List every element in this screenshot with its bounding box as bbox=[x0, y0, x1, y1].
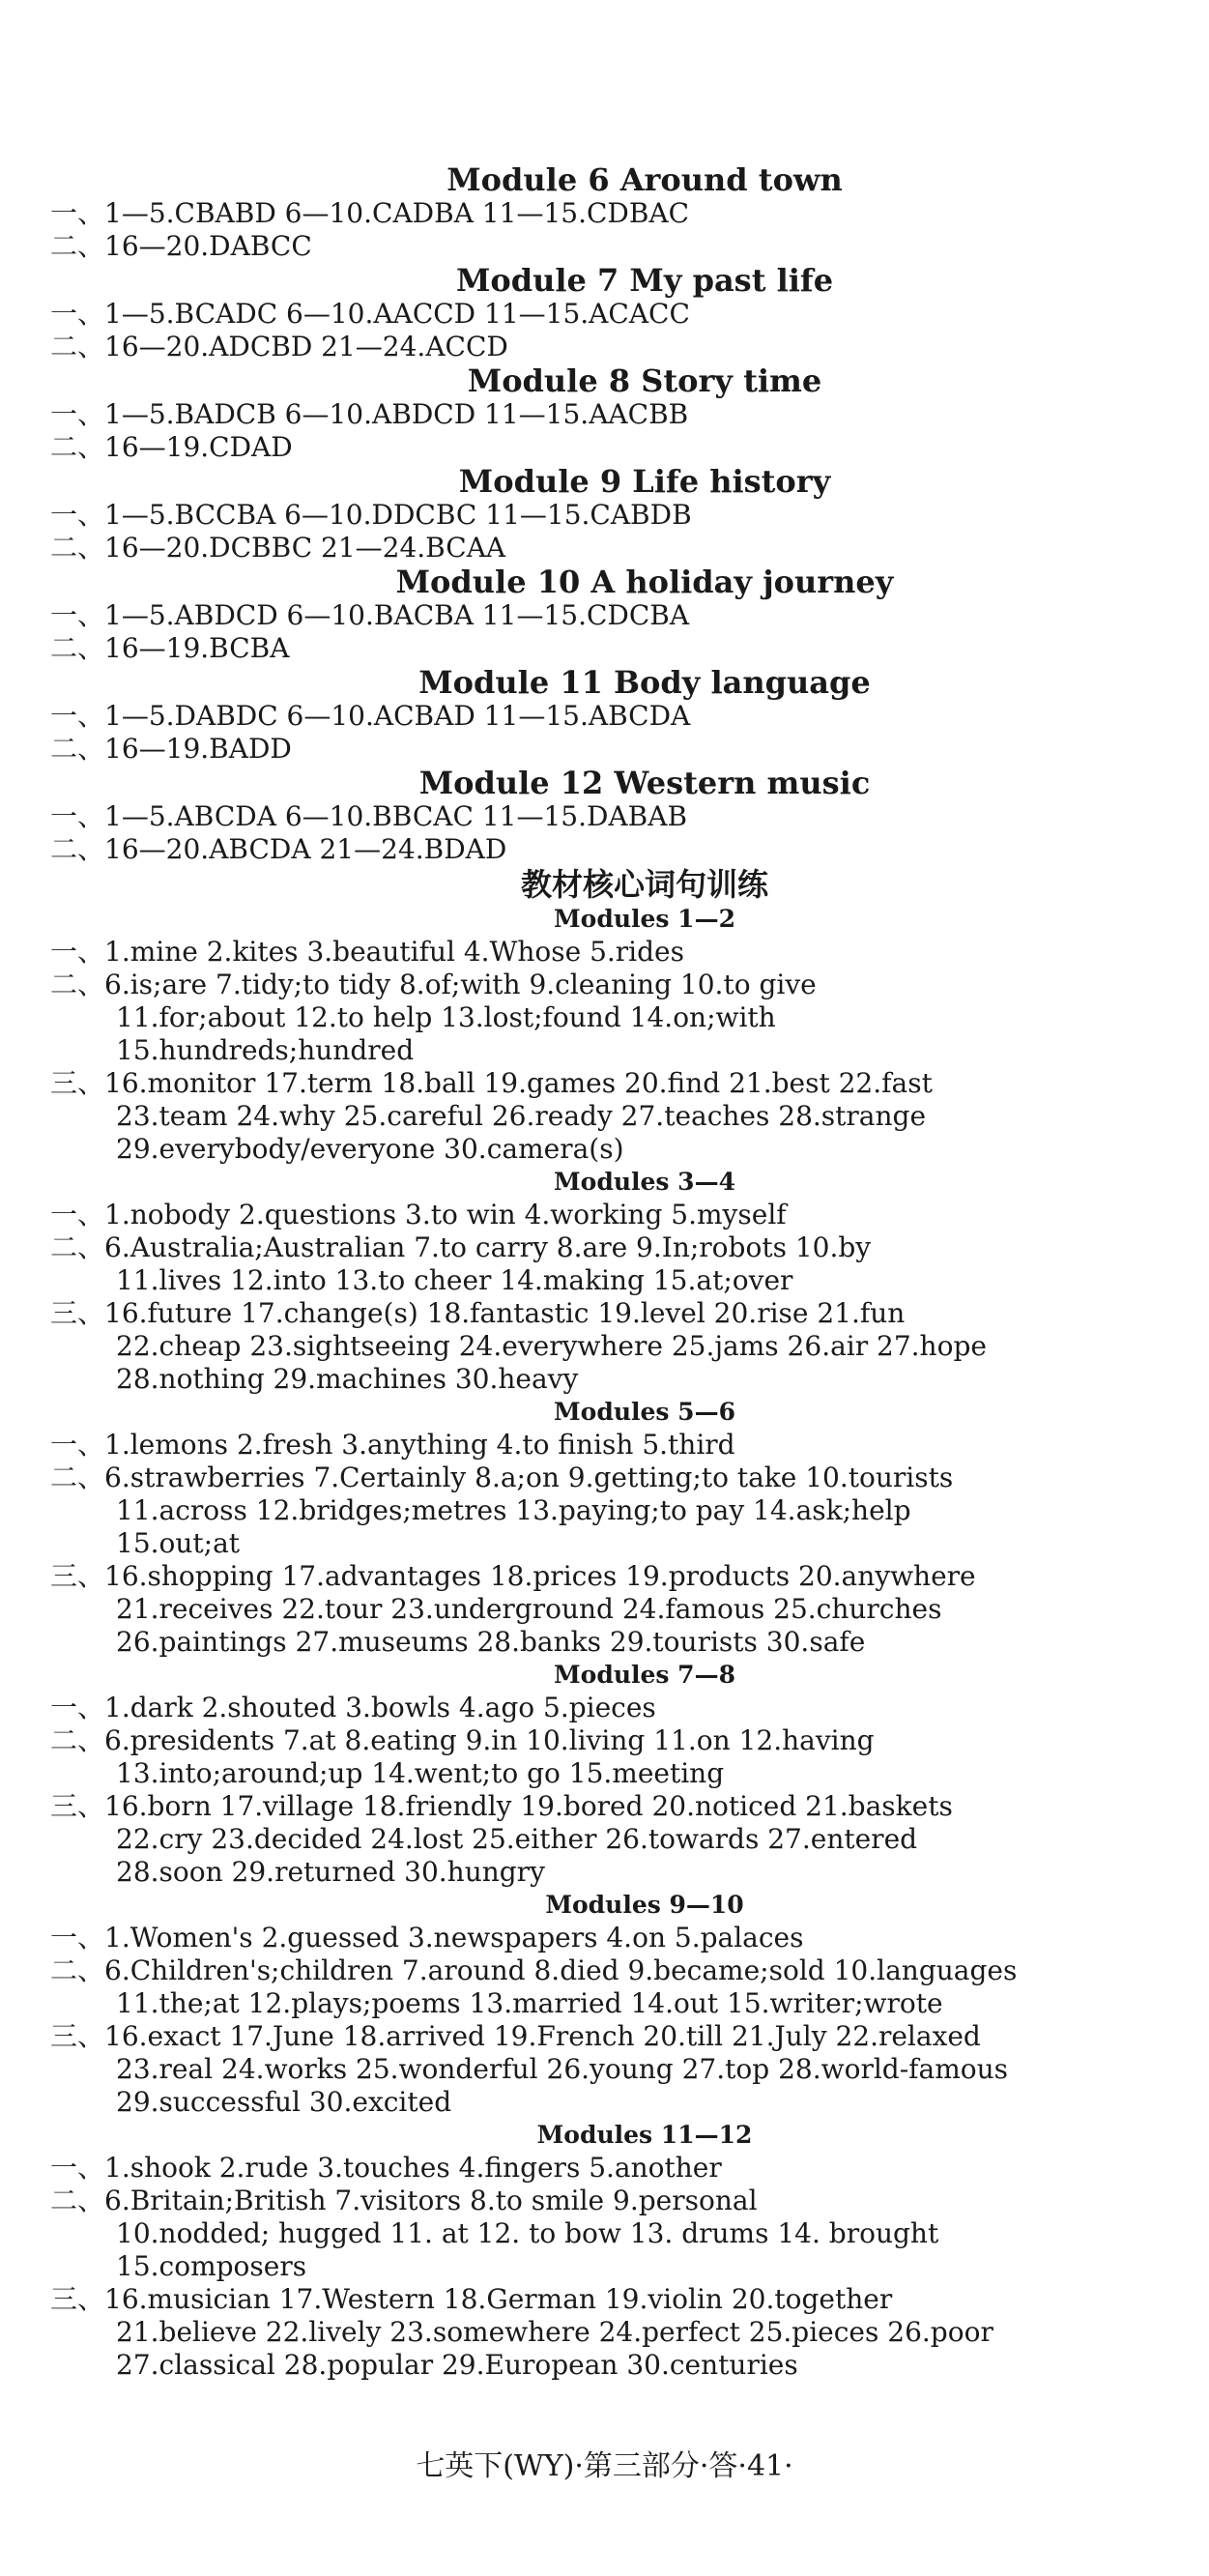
core-vocab-section bbox=[50, 903, 1162, 2382]
module-heading: Module 7 My past life bbox=[455, 262, 834, 299]
answer-line: 一、1—5.ABCDA 6—10.BBCAC 11—15.DABAB bbox=[50, 800, 688, 832]
vocab-line: 23.team 24.why 25.careful 26.ready 27.teaches 28.strange bbox=[116, 1100, 927, 1132]
vocab-line: 11.for;about 12.to help 13.lost;found 14.on;with bbox=[116, 1001, 776, 1033]
vocab-line: 三、16.exact 17.June 18.arrived 19.French 20.till 21.July 22.relaxed bbox=[50, 2020, 981, 2052]
answer-line: 一、1—5.BCADC 6—10.AACCD 11—15.ACACC bbox=[50, 298, 690, 330]
vocab-line: 11.lives 12.into 13.to cheer 14.making 15.at;over bbox=[116, 1264, 793, 1296]
vocab-line: 一、1.mine 2.kites 3.beautiful 4.Whose 5.rides bbox=[50, 936, 684, 968]
modules-subheading: Modules 3—4 bbox=[554, 1168, 735, 1196]
vocab-line: 28.soon 29.returned 30.hungry bbox=[116, 1856, 545, 1888]
answer-line: 二、16—20.ABCDA 21—24.BDAD bbox=[50, 833, 507, 865]
answer-line: 二、16—20.DCBBC 21—24.BCAA bbox=[50, 532, 506, 564]
module-heading: Module 10 A holiday journey bbox=[395, 564, 894, 600]
module-heading: Module 9 Life history bbox=[458, 463, 831, 500]
vocab-line: 29.everybody/everyone 30.camera(s) bbox=[116, 1133, 624, 1165]
vocab-line: 二、6.is;are 7.tidy;to tidy 8.of;with 9.cleaning 10.to give bbox=[50, 969, 817, 1000]
vocab-line: 13.into;around;up 14.went;to go 15.meeting bbox=[116, 1757, 725, 1789]
core-vocab-title: 教材核心词句训练 bbox=[520, 866, 768, 903]
vocab-line: 三、16.musician 17.Western 18.German 19.violin 20.together bbox=[50, 2283, 893, 2315]
answer-line: 二、16—20.DABCC bbox=[50, 230, 312, 262]
modules-subheading: Modules 11—12 bbox=[536, 2121, 753, 2149]
vocab-line: 一、1.Women's 2.guessed 3.newspapers 4.on 5.palaces bbox=[50, 1922, 804, 1954]
vocab-line: 28.nothing 29.machines 30.heavy bbox=[116, 1363, 579, 1395]
vocab-line: 11.the;at 12.plays;poems 13.married 14.out 15.writer;wrote bbox=[116, 1987, 943, 2019]
vocab-line: 二、6.Britain;British 7.visitors 8.to smile 9.personal bbox=[50, 2185, 758, 2216]
page-footer: 七英下(WY)·第三部分·答·41· bbox=[416, 2449, 793, 2483]
vocab-line: 一、1.lemons 2.fresh 3.anything 4.to finish 5.third bbox=[50, 1429, 735, 1461]
answer-page bbox=[50, 162, 1162, 2382]
vocab-line: 22.cheap 23.sightseeing 24.everywhere 25.jams 26.air 27.hope bbox=[116, 1330, 987, 1362]
vocab-line: 三、16.monitor 17.term 18.ball 19.games 20.find 21.best 22.fast bbox=[50, 1067, 933, 1099]
vocab-line: 26.paintings 27.museums 28.banks 29.tourists 30.safe bbox=[116, 1626, 866, 1658]
answer-line: 一、1—5.BADCB 6—10.ABDCD 11—15.AACBB bbox=[50, 398, 689, 430]
vocab-line: 15.out;at bbox=[116, 1527, 241, 1559]
vocab-line: 23.real 24.works 25.wonderful 26.young 27.top 28.world-famous bbox=[116, 2053, 1009, 2085]
module-heading: Module 12 Western music bbox=[418, 765, 871, 801]
module-heading: Module 6 Around town bbox=[446, 161, 843, 198]
modules-subheading: Modules 5—6 bbox=[554, 1398, 735, 1426]
modules-subheading: Modules 1—2 bbox=[554, 905, 735, 933]
vocab-line: 二、6.presidents 7.at 8.eating 9.in 10.living 11.on 12.having bbox=[50, 1724, 875, 1756]
vocab-line: 三、16.born 17.village 18.friendly 19.bored 20.noticed 21.baskets bbox=[50, 1790, 953, 1822]
vocab-line: 22.cry 23.decided 24.lost 25.either 26.towards 27.entered bbox=[116, 1823, 918, 1855]
answer-line: 一、1—5.CBABD 6—10.CADBA 11—15.CDBAC bbox=[50, 197, 690, 229]
vocab-line: 二、6.Children's;children 7.around 8.died 9.became;sold 10.languages bbox=[50, 1954, 1018, 1986]
module-heading: Module 8 Story time bbox=[467, 362, 822, 399]
vocab-line: 一、1.dark 2.shouted 3.bowls 4.ago 5.pieces bbox=[50, 1692, 656, 1723]
answer-line: 一、1—5.DABDC 6—10.ACBAD 11—15.ABCDA bbox=[50, 700, 691, 732]
answer-line: 二、16—19.BADD bbox=[50, 733, 292, 765]
vocab-line: 二、6.strawberries 7.Certainly 8.a;on 9.getting;to take 10.tourists bbox=[50, 1462, 954, 1493]
answer-line: 二、16—19.CDAD bbox=[50, 431, 293, 463]
vocab-line: 三、16.future 17.change(s) 18.fantastic 19.level 20.rise 21.fun bbox=[50, 1297, 906, 1329]
answer-line: 二、16—19.BCBA bbox=[50, 632, 290, 664]
vocab-line: 一、1.nobody 2.questions 3.to win 4.working 5.myself bbox=[50, 1199, 787, 1230]
answer-line: 一、1—5.BCCBA 6—10.DDCBC 11—15.CABDB bbox=[50, 499, 692, 531]
vocab-line: 15.hundreds;hundred bbox=[116, 1034, 415, 1066]
vocab-line: 27.classical 28.popular 29.European 30.centuries bbox=[116, 2349, 798, 2381]
vocab-line: 三、16.shopping 17.advantages 18.prices 19.products 20.anywhere bbox=[50, 1560, 976, 1592]
answer-line: 一、1—5.ABDCD 6—10.BACBA 11—15.CDCBA bbox=[50, 599, 690, 631]
modules-subheading: Modules 9—10 bbox=[545, 1891, 744, 1919]
answer-key-section bbox=[50, 162, 1162, 866]
vocab-line: 11.across 12.bridges;metres 13.paying;to pay 14.ask;help bbox=[116, 1494, 911, 1526]
vocab-line: 10.nodded; hugged 11. at 12. to bow 13. drums 14. brought bbox=[116, 2217, 939, 2249]
vocab-line: 21.receives 22.tour 23.underground 24.famous 25.churches bbox=[116, 1593, 942, 1625]
vocab-line: 29.successful 30.excited bbox=[116, 2086, 452, 2118]
module-heading: Module 11 Body language bbox=[418, 664, 871, 701]
vocab-line: 二、6.Australia;Australian 7.to carry 8.are 9.In;robots 10.by bbox=[50, 1231, 872, 1263]
vocab-line: 21.believe 22.lively 23.somewhere 24.perfect 25.pieces 26.poor bbox=[116, 2316, 993, 2348]
vocab-line: 一、1.shook 2.rude 3.touches 4.fingers 5.another bbox=[50, 2152, 722, 2184]
vocab-line: 15.composers bbox=[116, 2250, 307, 2282]
modules-subheading: Modules 7—8 bbox=[554, 1661, 735, 1689]
answer-line: 二、16—20.ADCBD 21—24.ACCD bbox=[50, 331, 508, 362]
